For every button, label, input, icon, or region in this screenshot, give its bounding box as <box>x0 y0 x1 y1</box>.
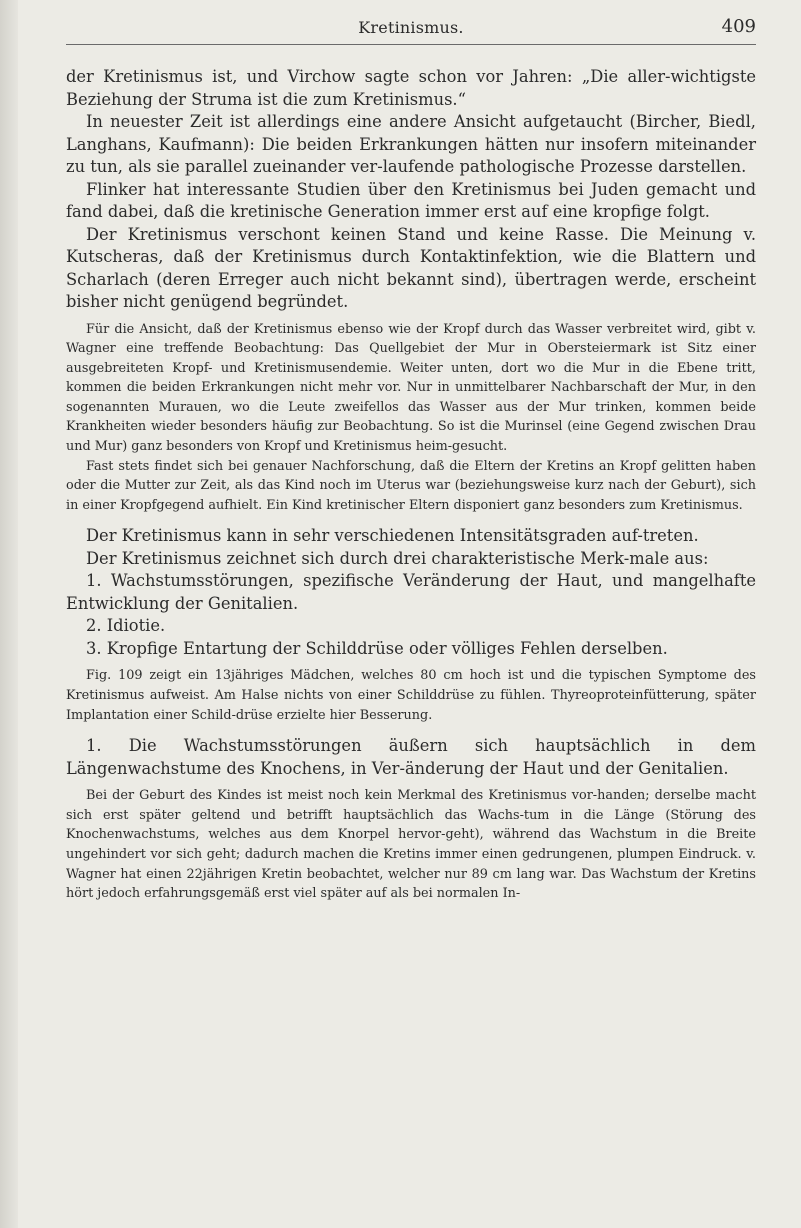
paragraph-merkmale-intro: Der Kretinismus zeichnet sich durch drei charakteristische Merk-male aus: <box>86 548 709 568</box>
scan-shadow-edge <box>0 0 18 1228</box>
list-item-idiotie: 2. Idiotie. <box>86 616 166 636</box>
book-page <box>66 0 756 904</box>
page-number: 409 <box>721 16 756 37</box>
running-header <box>66 0 756 52</box>
paragraph-kutscheras: Der Kretinismus verschont keinen Stand und keine Rasse. Die Meinung v. Kutscheras, daß der Kretinismus durch Kontaktinfektion, wie die Blattern und Scharlach (deren Erreger auch nicht bekannt sind), übertragen werde, erscheint bisher nicht genügend begründet. <box>66 224 756 311</box>
list-item-wachstum: 1. Wachstumsstörungen, spezifische Veränderung der Haut, und mangelhafte Entwicklung der Genitalien. <box>66 571 756 613</box>
section-heading-wachstumsstoerungen: 1. Die Wachstumsstörungen äußern sich hauptsächlich in dem Längenwachstume des Knochens, in Ver-änderung der Haut und der Genitalien. <box>66 736 756 778</box>
running-title: Kretinismus. <box>358 18 464 37</box>
paragraph-flinker: Flinker hat interessante Studien über den Kretinismus bei Juden gemacht und fand dabei, daß die kretinische Generation immer erst auf eine kropfige folgt. <box>66 179 756 221</box>
paragraph-intensitaet: Der Kretinismus kann in sehr verschiedenen Intensitätsgraden auf-treten. <box>86 526 699 546</box>
figure-note-fig-109: Fig. 109 zeigt ein 13jähriges Mädchen, welches 80 cm hoch ist und die typischen Symptome des Kretinismus aufweist. Am Halse nichts von einer Schilddrüse zu fühlen. Thyreoproteinfütterung, später Implantation einer Schild-drüse erzielte hier Besserung. <box>66 668 756 723</box>
paragraph-geburt: Bei der Geburt des Kindes ist meist noch kein Merkmal des Kretinismus vor-handen; derselbe macht sich erst später geltend und betrifft hauptsächlich das Wachs-tum in die Länge (Störung des Knochenwachstums, welches aus dem Knorpel hervor-geht), während das Wachstum in die Breite ungehindert vor sich geht; dadurch machen die Kretins immer einen gedrungenen, plumpen Eindruck. v. Wagner hat einen 22jährigen Kretin beobachtet, welcher nur 89 cm lang war. Das Wachstum der Kretins hört jedoch erfahrungsgemäß erst viel später auf als bei normalen In- <box>66 788 756 902</box>
paragraph-eltern-kropf: Fast stets findet sich bei genauer Nachforschung, daß die Eltern der Kretins an Kropf gelitten haben oder die Mutter zur Zeit, als das Kind noch im Uterus war (beziehungsweise kurz nach der Geburt), sich in einer Kropfgegend aufhielt. Ein Kind kretinischer Eltern disponiert ganz besonders zum Kretinismus. <box>66 458 756 513</box>
paragraph-virchow: der Kretinismus ist, und Virchow sagte schon vor Jahren: „Die aller-wichtigste Beziehung der Struma ist die zum Kretinismus.“ <box>66 67 756 109</box>
paragraph-wasser-mur: Für die Ansicht, daß der Kretinismus ebenso wie der Kropf durch das Wasser verbreitet wird, gibt v. Wagner eine treffende Beobachtung: Das Quellgebiet der Mur in Obersteiermark ist Sitz einer ausgebreiteten Kropf- und Kretinismusendemie. Weiter unten, dort wo die Mur in die Ebene tritt, kommen die beiden Erkrankungen nicht mehr vor. Nur in unmittelbarer Nachbarschaft der Mur, in den sogenannten Murauen, wo die Leute zweifellos das Wasser aus der Mur trinken, kommen beide Krankheiten wieder besonders häufig zur Beobachtung. So ist die Murinsel (eine Gegend zwischen Drau und Mur) ganz besonders von Kropf und Kretinismus heim-gesucht. <box>66 321 756 455</box>
header-rule <box>66 44 756 45</box>
list-item-schilddruese: 3. Kropfige Entartung der Schilddrüse oder völliges Fehlen derselben. <box>86 638 668 658</box>
paragraph-neuere-ansicht: In neuester Zeit ist allerdings eine andere Ansicht aufgetaucht (Bircher, Biedl, Langhans, Kaufmann): Die beiden Erkrankungen hätten nur insofern miteinander zu tun, als sie parallel zueinander ver-laufende pathologische Prozesse darstellen. <box>66 112 756 176</box>
page-body <box>66 52 756 904</box>
